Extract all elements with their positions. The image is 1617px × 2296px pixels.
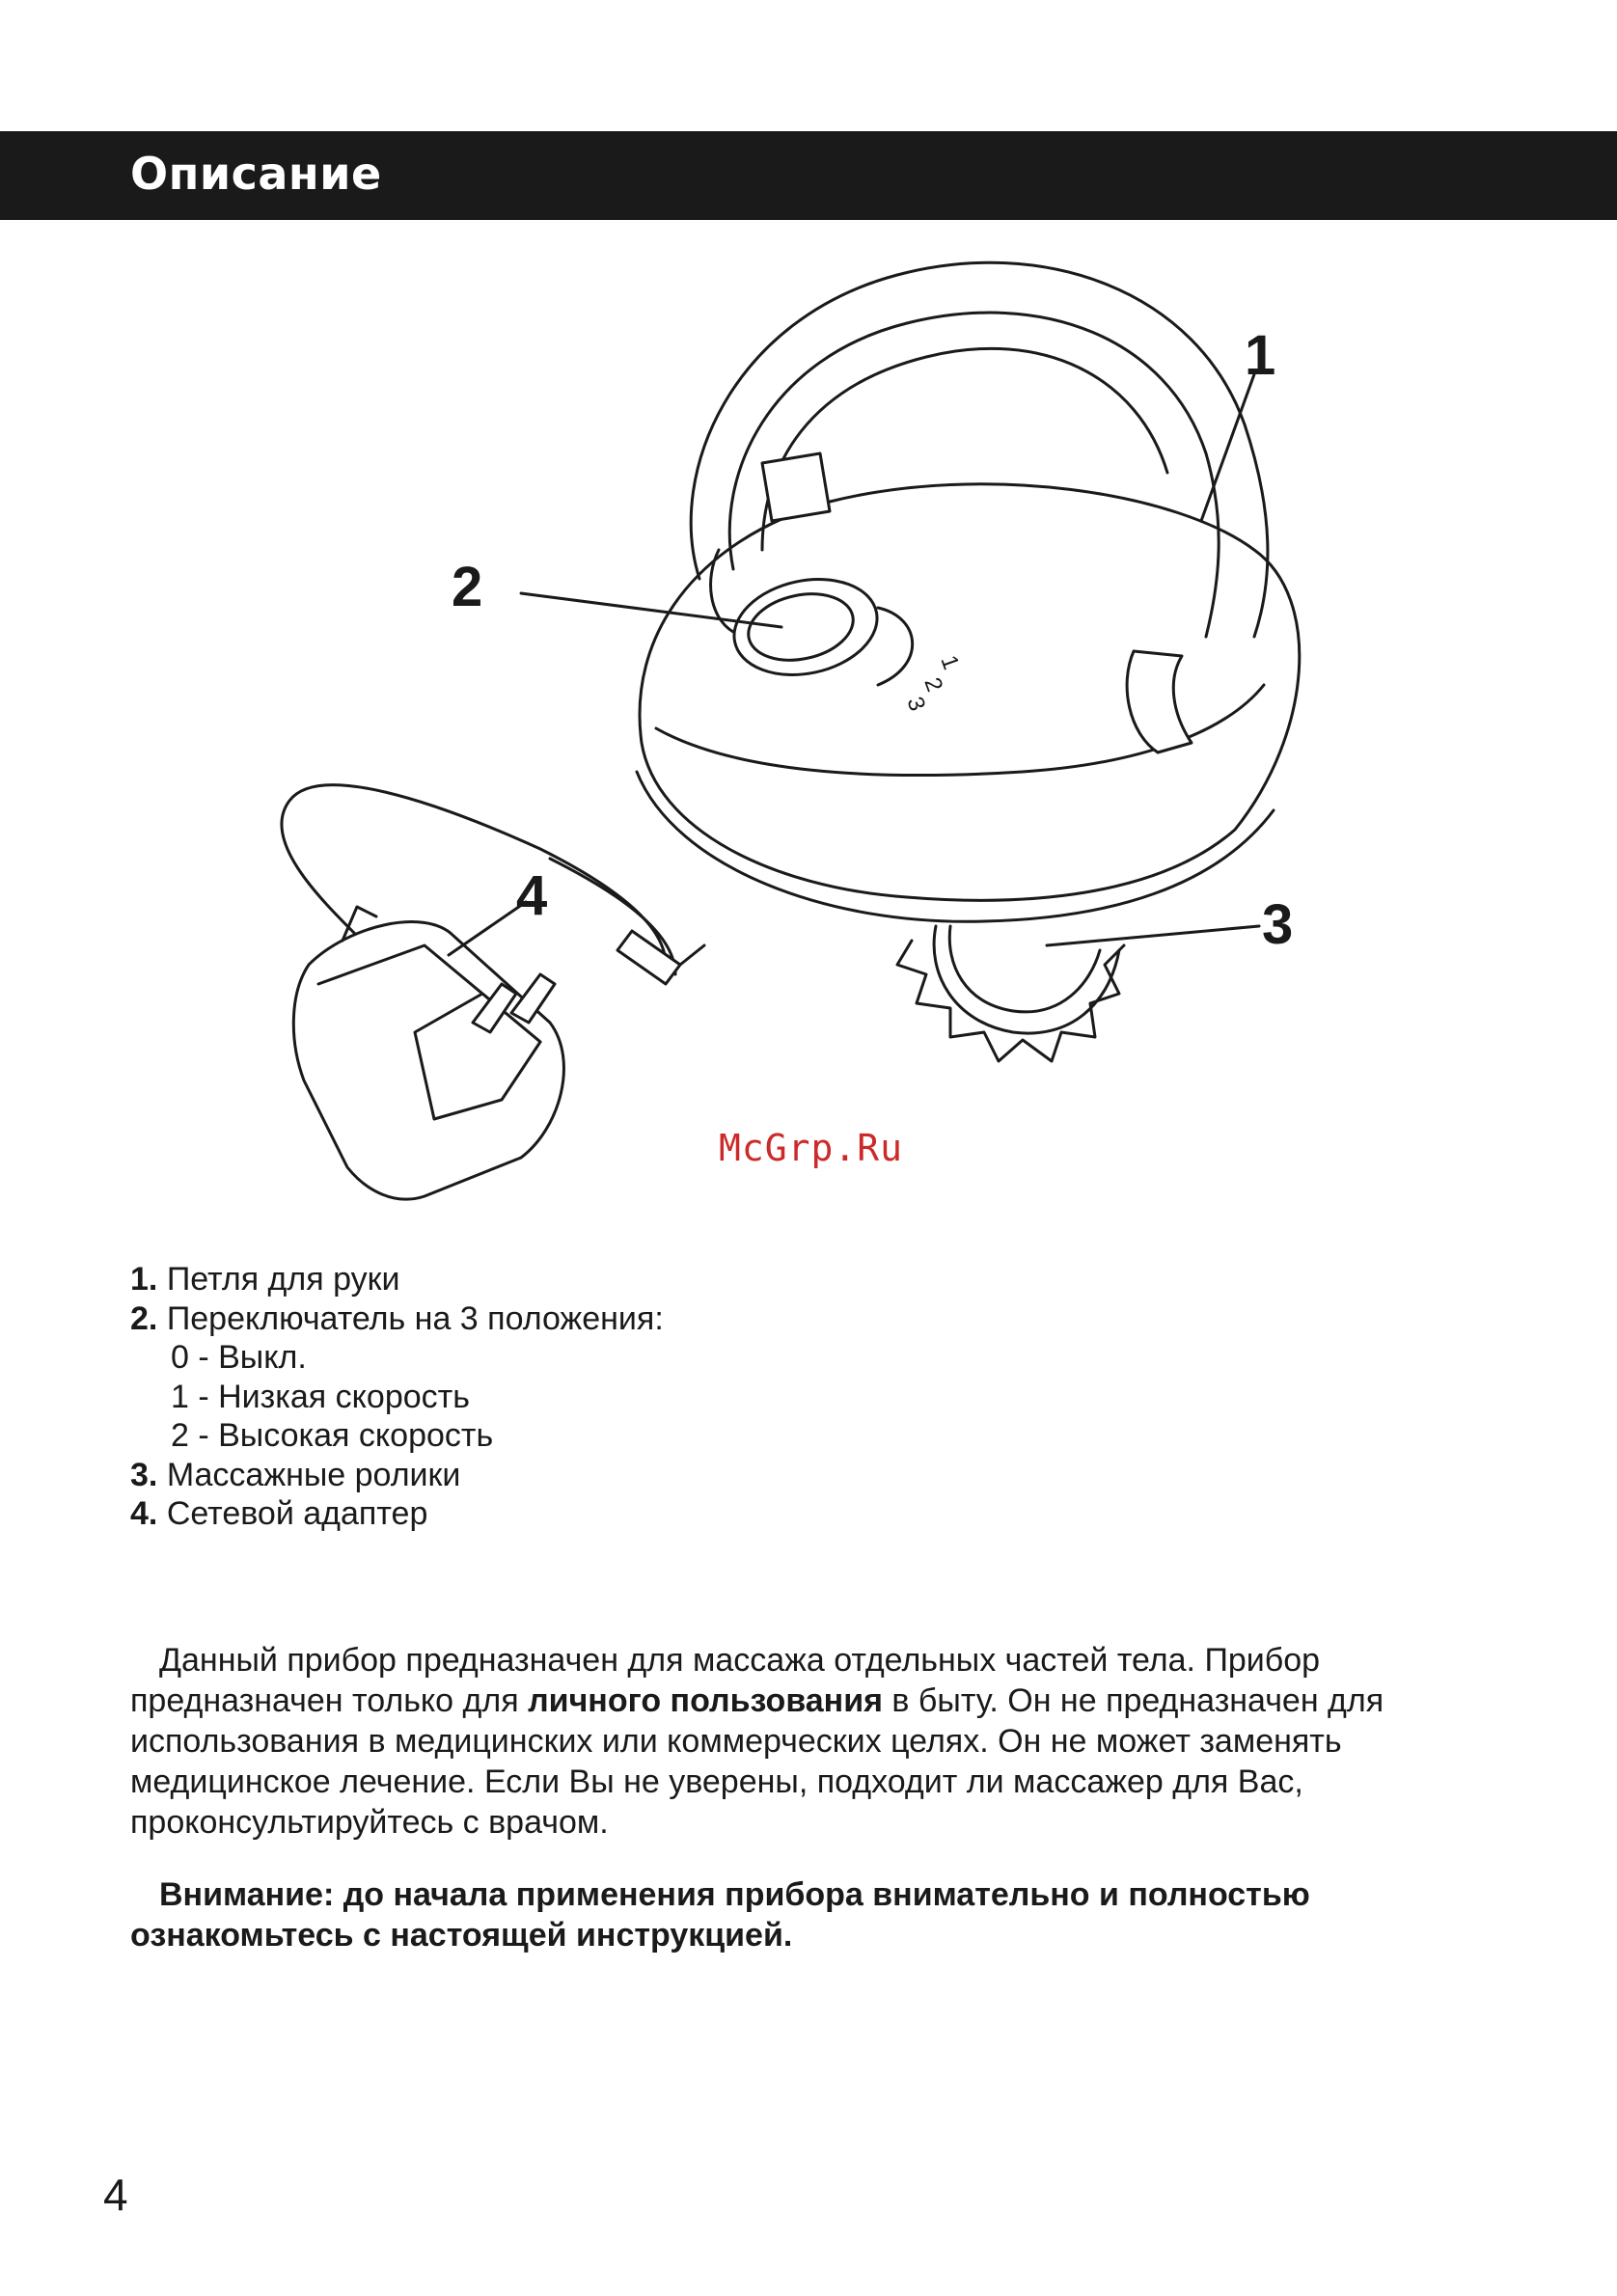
massager-illustration <box>0 232 1617 1216</box>
legend-item-3: 3. Массажные ролики <box>130 1456 461 1493</box>
massager-body <box>640 484 1300 900</box>
switch-mark-2: 2 <box>918 673 948 696</box>
leader-line-4 <box>449 902 526 955</box>
section-header-bar <box>0 131 1617 220</box>
watermark: McGrp.Ru <box>719 1127 904 1169</box>
legend-item-1: 1. Петля для руки <box>130 1261 400 1298</box>
legend-item-4: 4. Сетевой адаптер <box>130 1495 428 1532</box>
leader-line-3 <box>1047 926 1259 945</box>
warning-paragraph: Внимание: до начала применения прибора внимательно и полностью ознакомьтесь с настоящей инструкцией. <box>130 1876 1310 1954</box>
section-title: Описание <box>130 148 382 200</box>
callout-2: 2 <box>452 556 483 618</box>
callout-1: 1 <box>1245 324 1276 387</box>
legend-subitem: 1 - Низкая скорость <box>171 1378 470 1415</box>
page-number: 4 <box>103 2170 128 2220</box>
massage-rollers <box>897 926 1124 1061</box>
switch-mark-3: 3 <box>901 693 931 715</box>
callout-3: 3 <box>1262 893 1294 956</box>
legend-subitem: 2 - Высокая скорость <box>171 1417 494 1454</box>
description-paragraph: Данный прибор предназначен для массажа отдельных частей тела. Прибор предназначен только для личного пользования в быту. Он не предназначен для использования в медицинских или коммерческих целях. Он не может заменять медицинское лечение. Если Вы не уверены, подходит ли массажер для Вас, проконсультируйтесь с врачом. <box>130 1642 1384 1841</box>
parts-legend <box>130 1260 664 1534</box>
legend-subitem: 0 - Выкл. <box>171 1339 307 1376</box>
leader-line-1 <box>1201 374 1254 521</box>
switch-mark-1: 1 <box>935 651 965 673</box>
callout-4: 4 <box>516 864 548 927</box>
massager-drawing <box>0 232 1617 1216</box>
legend-item-2: 2. Переключатель на 3 положения: <box>130 1299 664 1337</box>
